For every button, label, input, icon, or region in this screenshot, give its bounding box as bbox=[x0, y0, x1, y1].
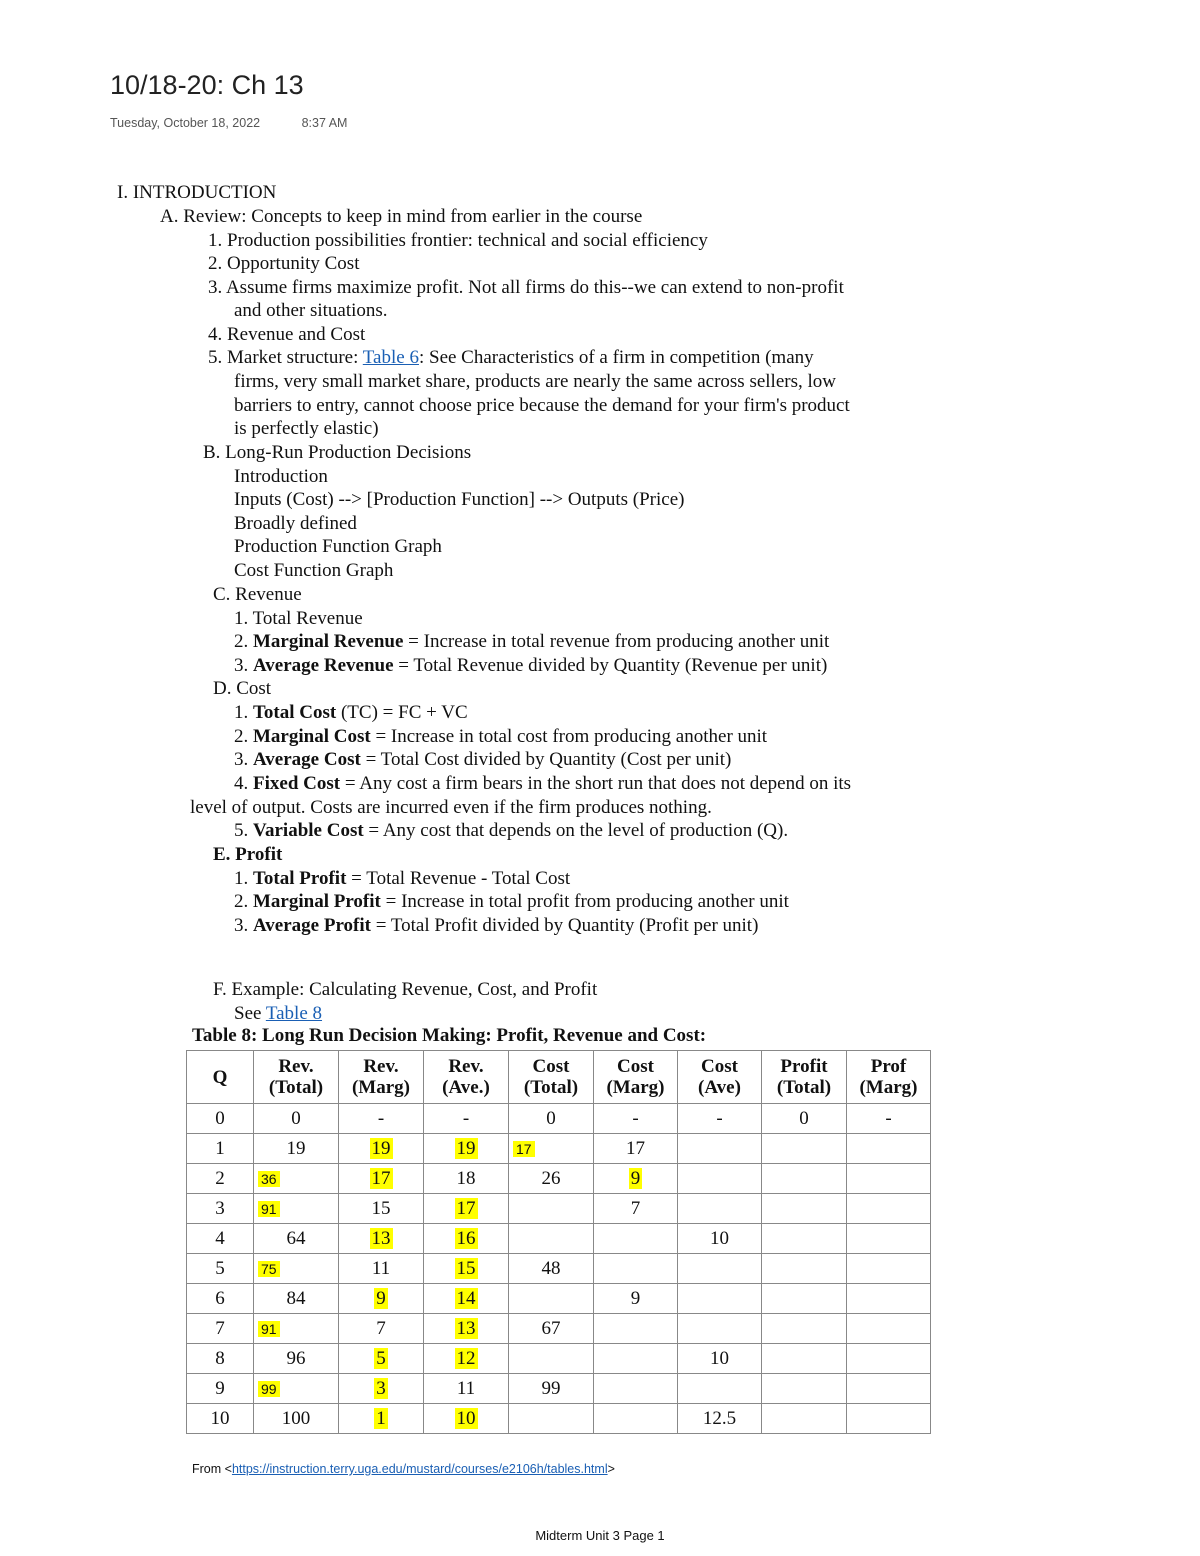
cell-value: 2 bbox=[215, 1167, 225, 1189]
column-header bbox=[424, 1051, 509, 1104]
term: Marginal Cost bbox=[253, 726, 371, 747]
outline-text: 2. bbox=[234, 726, 253, 747]
cell-value: 11 bbox=[456, 1377, 476, 1399]
outline-line: is perfectly elastic) bbox=[234, 418, 379, 439]
cell-value: 4 bbox=[215, 1227, 225, 1249]
table-cell bbox=[339, 1314, 424, 1344]
table-cell bbox=[424, 1374, 509, 1404]
cell-value: 17 bbox=[456, 1197, 476, 1219]
outline-line: Introduction bbox=[234, 466, 328, 487]
cell-value: 10 bbox=[210, 1407, 230, 1429]
outline-line: F. Example: Calculating Revenue, Cost, and Profit bbox=[213, 979, 598, 1000]
outline-line bbox=[234, 867, 570, 890]
table-cell bbox=[509, 1194, 594, 1224]
table-cell bbox=[509, 1164, 594, 1194]
cell-value: 0 bbox=[215, 1107, 225, 1129]
outline-line: Cost Function Graph bbox=[234, 560, 394, 581]
table-row bbox=[187, 1224, 931, 1254]
table-cell bbox=[509, 1284, 594, 1314]
table-cell bbox=[678, 1194, 762, 1224]
outline-line: firms, very small market share, products are nearly the same across sellers, low bbox=[234, 371, 836, 392]
cell-value: 26 bbox=[541, 1167, 561, 1189]
table-cell bbox=[339, 1344, 424, 1374]
column-header bbox=[847, 1051, 931, 1104]
cell-value: 91 bbox=[258, 1321, 280, 1337]
table-cell bbox=[594, 1104, 678, 1134]
table-cell bbox=[339, 1254, 424, 1284]
table-cell bbox=[339, 1404, 424, 1434]
table-cell bbox=[509, 1134, 594, 1164]
outline-line: Production Function Graph bbox=[234, 536, 442, 557]
cell-value: 0 bbox=[799, 1107, 809, 1129]
outline-line: 1. Production possibilities frontier: technical and social efficiency bbox=[208, 230, 708, 251]
column-header bbox=[509, 1051, 594, 1104]
cell-value: 9 bbox=[215, 1377, 225, 1399]
cell-value: 12.5 bbox=[702, 1407, 737, 1429]
cell-value: 11 bbox=[371, 1257, 391, 1279]
cell-value: 14 bbox=[456, 1287, 476, 1309]
table-cell bbox=[762, 1284, 847, 1314]
table-cell bbox=[594, 1254, 678, 1284]
table-cell bbox=[254, 1194, 339, 1224]
table-body bbox=[187, 1104, 931, 1434]
table-row bbox=[187, 1194, 931, 1224]
table-cell bbox=[509, 1104, 594, 1134]
cell-value: 10 bbox=[710, 1227, 729, 1249]
table-cell bbox=[594, 1344, 678, 1374]
table-cell bbox=[424, 1104, 509, 1134]
outline-text: = Any cost a firm bears in the short run that does not depend on its bbox=[340, 773, 852, 794]
page-footer: Midterm Unit 3 Page 1 bbox=[535, 1528, 665, 1543]
table-row bbox=[187, 1284, 931, 1314]
data-table bbox=[186, 1050, 931, 1434]
term: Average Revenue bbox=[253, 655, 394, 676]
outline-line: D. Cost bbox=[213, 678, 272, 699]
outline-line: E. Profit bbox=[213, 844, 283, 865]
header-line: (Marg) bbox=[606, 1077, 665, 1098]
outline-text: 3. bbox=[234, 915, 253, 936]
outline-line bbox=[234, 630, 829, 653]
cell-value: 67 bbox=[541, 1317, 561, 1339]
table-8-link[interactable]: Table 8 bbox=[265, 1003, 323, 1024]
source-line bbox=[192, 1462, 615, 1476]
cell-value: 19 bbox=[286, 1137, 306, 1159]
cell-value: 96 bbox=[286, 1347, 306, 1369]
table-cell bbox=[187, 1164, 254, 1194]
table-cell bbox=[762, 1314, 847, 1344]
table-row bbox=[187, 1374, 931, 1404]
table-cell bbox=[187, 1344, 254, 1374]
table-cell bbox=[847, 1314, 931, 1344]
table-cell bbox=[424, 1254, 509, 1284]
column-header bbox=[254, 1051, 339, 1104]
table-cell bbox=[847, 1374, 931, 1404]
outline-line: level of output. Costs are incurred even if the firm produces nothing. bbox=[190, 797, 712, 818]
table-cell bbox=[339, 1284, 424, 1314]
cell-value: 48 bbox=[541, 1257, 561, 1279]
column-header bbox=[187, 1051, 254, 1104]
header-line: (Ave.) bbox=[442, 1077, 490, 1098]
table-cell bbox=[509, 1374, 594, 1404]
table-cell bbox=[762, 1254, 847, 1284]
table-cell bbox=[424, 1314, 509, 1344]
table-cell bbox=[254, 1314, 339, 1344]
outline-text: (TC) = FC + VC bbox=[336, 702, 468, 723]
table-row bbox=[187, 1134, 931, 1164]
cell-value: 99 bbox=[541, 1377, 561, 1399]
table-cell bbox=[254, 1374, 339, 1404]
cell-value: 84 bbox=[286, 1287, 306, 1309]
term: Total Profit bbox=[253, 868, 347, 889]
cell-value: 5 bbox=[376, 1347, 386, 1369]
table-cell bbox=[847, 1164, 931, 1194]
source-link[interactable]: https://instruction.terry.uga.edu/mustard/courses/e2106h/tables.html bbox=[231, 1462, 608, 1476]
cell-value: 99 bbox=[258, 1381, 280, 1397]
outline-line: B. Long-Run Production Decisions bbox=[203, 442, 472, 463]
outline-line: 4. Revenue and Cost bbox=[208, 324, 366, 345]
table-row bbox=[187, 1404, 931, 1434]
table-cell bbox=[254, 1104, 339, 1134]
table-cell bbox=[339, 1164, 424, 1194]
outline-line bbox=[234, 654, 827, 677]
outline-text: 2. bbox=[234, 891, 253, 912]
header-line: Prof bbox=[870, 1056, 907, 1077]
table-cell bbox=[594, 1224, 678, 1254]
cell-value: 12 bbox=[456, 1347, 476, 1369]
header-line: Profit bbox=[780, 1056, 828, 1077]
table-cell bbox=[594, 1164, 678, 1194]
outline-line: 1. Total Revenue bbox=[234, 608, 363, 629]
outline-text: = Total Revenue divided by Quantity (Revenue per unit) bbox=[393, 655, 828, 676]
table-row bbox=[187, 1104, 931, 1134]
table-cell bbox=[762, 1224, 847, 1254]
table-caption: Table 8: Long Run Decision Making: Profit, Revenue and Cost: bbox=[192, 1025, 707, 1046]
outline-text: 1. bbox=[234, 702, 253, 723]
table-cell bbox=[847, 1194, 931, 1224]
column-header bbox=[762, 1051, 847, 1104]
header-line: Rev. bbox=[363, 1056, 399, 1077]
outline-text: 5. bbox=[234, 820, 253, 841]
outline-text: 1. bbox=[234, 868, 253, 889]
cell-value: 8 bbox=[215, 1347, 225, 1369]
term: Variable Cost bbox=[253, 820, 364, 841]
column-header bbox=[678, 1051, 762, 1104]
cell-value: 3 bbox=[376, 1377, 386, 1399]
cell-value: 10 bbox=[456, 1407, 476, 1429]
table-cell bbox=[762, 1134, 847, 1164]
table-cell bbox=[594, 1194, 678, 1224]
table-cell bbox=[187, 1374, 254, 1404]
term: Average Cost bbox=[253, 749, 361, 770]
table-cell bbox=[254, 1134, 339, 1164]
cell-value: 5 bbox=[215, 1257, 225, 1279]
outline-line: A. Review: Concepts to keep in mind from earlier in the course bbox=[160, 206, 643, 227]
table-cell bbox=[254, 1254, 339, 1284]
outline-line bbox=[208, 346, 814, 369]
term: Average Profit bbox=[253, 915, 371, 936]
outline-line bbox=[234, 914, 758, 937]
page-time: 8:37 AM bbox=[301, 116, 348, 130]
table-row bbox=[187, 1344, 931, 1374]
source-suffix: > bbox=[607, 1462, 615, 1476]
table-row bbox=[187, 1164, 931, 1194]
outline-line bbox=[234, 1002, 322, 1025]
header-line: (Ave) bbox=[698, 1077, 741, 1098]
cell-value: 6 bbox=[215, 1287, 225, 1309]
cell-value: 13 bbox=[456, 1317, 476, 1339]
cell-value: - bbox=[377, 1107, 385, 1129]
outline-line: C. Revenue bbox=[213, 584, 302, 605]
table-cell bbox=[509, 1344, 594, 1374]
cell-value: 100 bbox=[281, 1407, 311, 1429]
column-header bbox=[594, 1051, 678, 1104]
cell-value: 10 bbox=[710, 1347, 729, 1369]
outline-line: and other situations. bbox=[234, 300, 388, 321]
outline-text: 4. bbox=[234, 773, 253, 794]
table-cell bbox=[847, 1404, 931, 1434]
outline-line bbox=[234, 819, 788, 842]
cell-value: 7 bbox=[630, 1197, 641, 1219]
table-cell bbox=[509, 1254, 594, 1284]
table-cell bbox=[424, 1344, 509, 1374]
table-cell bbox=[187, 1194, 254, 1224]
term: Marginal Profit bbox=[253, 891, 381, 912]
header-line: (Total) bbox=[523, 1077, 579, 1098]
cell-value: 1 bbox=[215, 1137, 225, 1159]
header-line: (Total) bbox=[268, 1077, 324, 1098]
outline-text: = Increase in total revenue from producing another unit bbox=[403, 631, 830, 652]
table-cell bbox=[187, 1254, 254, 1284]
table-cell bbox=[254, 1224, 339, 1254]
table-cell bbox=[762, 1344, 847, 1374]
table-cell bbox=[424, 1224, 509, 1254]
table-cell bbox=[254, 1164, 339, 1194]
table-cell bbox=[847, 1104, 931, 1134]
cell-value: 9 bbox=[630, 1287, 641, 1309]
cell-value: 17 bbox=[371, 1167, 391, 1189]
table-cell bbox=[339, 1104, 424, 1134]
term: Marginal Revenue bbox=[253, 631, 404, 652]
table-cell bbox=[187, 1404, 254, 1434]
header-line: Cost bbox=[532, 1056, 570, 1077]
table-cell bbox=[678, 1404, 762, 1434]
cell-value: 36 bbox=[258, 1171, 280, 1187]
page-title: 10/18-20: Ch 13 bbox=[110, 70, 304, 100]
cell-value: 3 bbox=[215, 1197, 225, 1219]
outline-line bbox=[234, 725, 767, 748]
cell-value: 1 bbox=[376, 1407, 386, 1429]
cell-value: 17 bbox=[626, 1137, 645, 1159]
table-cell bbox=[187, 1224, 254, 1254]
table-cell bbox=[254, 1284, 339, 1314]
header-line: Rev. bbox=[448, 1056, 484, 1077]
table-cell bbox=[678, 1374, 762, 1404]
table-cell bbox=[847, 1344, 931, 1374]
table-cell bbox=[678, 1254, 762, 1284]
column-header bbox=[339, 1051, 424, 1104]
table-cell bbox=[594, 1374, 678, 1404]
table-cell bbox=[678, 1134, 762, 1164]
header-line: (Marg) bbox=[859, 1077, 918, 1098]
outline-text: 5. Market structure: bbox=[208, 347, 363, 368]
table-cell bbox=[424, 1134, 509, 1164]
table-cell bbox=[762, 1164, 847, 1194]
outline-line bbox=[234, 748, 731, 771]
term: Total Cost bbox=[253, 702, 337, 723]
cell-value: 19 bbox=[456, 1137, 476, 1159]
outline-line: 2. Opportunity Cost bbox=[208, 253, 360, 274]
source-prefix: From < bbox=[192, 1462, 232, 1476]
outline-text: 3. bbox=[234, 749, 253, 770]
cell-value: 91 bbox=[258, 1201, 280, 1217]
cell-value: 0 bbox=[546, 1107, 556, 1129]
cell-value: 9 bbox=[630, 1167, 641, 1189]
outline-text: = Total Revenue - Total Cost bbox=[346, 868, 571, 889]
page-date: Tuesday, October 18, 2022 bbox=[110, 116, 261, 130]
table-cell bbox=[594, 1284, 678, 1314]
outline-text: 2. bbox=[234, 631, 253, 652]
cell-value: 75 bbox=[258, 1261, 280, 1277]
table-cell bbox=[678, 1284, 762, 1314]
outline-line: barriers to entry, cannot choose price because the demand for your firm's product bbox=[234, 395, 850, 416]
header-line: (Total) bbox=[776, 1077, 832, 1098]
outline-line: Inputs (Cost) --> [Production Function] --> Outputs (Price) bbox=[234, 489, 685, 510]
cell-value: - bbox=[632, 1107, 639, 1129]
cell-value: - bbox=[885, 1107, 892, 1129]
page-meta bbox=[110, 116, 347, 130]
header-line: Cost bbox=[617, 1056, 654, 1077]
outline-text: : See Characteristics of a firm in competition (many bbox=[418, 347, 814, 368]
table-cell bbox=[424, 1284, 509, 1314]
cell-value: 0 bbox=[291, 1107, 301, 1129]
cell-value: 15 bbox=[456, 1257, 476, 1279]
outline-text: = Total Cost divided by Quantity (Cost per unit) bbox=[360, 749, 732, 770]
table-cell bbox=[847, 1224, 931, 1254]
table-cell bbox=[339, 1374, 424, 1404]
outline-text: = Increase in total profit from producing another unit bbox=[380, 891, 789, 912]
table-cell bbox=[424, 1404, 509, 1434]
cell-value: 18 bbox=[456, 1167, 476, 1189]
outline-text: = Increase in total cost from producing another unit bbox=[370, 726, 768, 747]
cell-value: 64 bbox=[286, 1227, 306, 1249]
table-cell bbox=[678, 1314, 762, 1344]
table-cell bbox=[254, 1404, 339, 1434]
table-cell bbox=[847, 1284, 931, 1314]
cell-value: - bbox=[716, 1107, 723, 1129]
table-cell bbox=[762, 1194, 847, 1224]
table-cell bbox=[678, 1164, 762, 1194]
outline-line bbox=[234, 890, 789, 913]
table-cell bbox=[509, 1314, 594, 1344]
header-line: Cost bbox=[701, 1056, 738, 1077]
table-cell bbox=[187, 1284, 254, 1314]
table-cell bbox=[762, 1374, 847, 1404]
table-row bbox=[187, 1314, 931, 1344]
table-6-link[interactable]: Table 6 bbox=[362, 347, 419, 368]
cell-value: 7 bbox=[376, 1317, 386, 1339]
table-cell bbox=[254, 1344, 339, 1374]
header-line: Rev. bbox=[278, 1056, 314, 1077]
header-line: Q bbox=[212, 1066, 228, 1088]
outline-line: 3. Assume firms maximize profit. Not all firms do this--we can extend to non-profit bbox=[208, 277, 844, 298]
outline-line bbox=[234, 701, 468, 724]
outline-text: See bbox=[234, 1003, 266, 1024]
table-cell bbox=[509, 1404, 594, 1434]
cell-value: 7 bbox=[215, 1317, 225, 1339]
header-line: (Marg) bbox=[351, 1077, 411, 1098]
table-cell bbox=[339, 1194, 424, 1224]
table-cell bbox=[678, 1104, 762, 1134]
table-cell bbox=[424, 1194, 509, 1224]
table-cell bbox=[678, 1344, 762, 1374]
table-cell bbox=[187, 1314, 254, 1344]
table-cell bbox=[594, 1404, 678, 1434]
term: Fixed Cost bbox=[253, 773, 341, 794]
cell-value: 15 bbox=[371, 1197, 391, 1219]
table-cell bbox=[594, 1314, 678, 1344]
table-cell bbox=[762, 1104, 847, 1134]
table-cell bbox=[187, 1134, 254, 1164]
outline-line bbox=[234, 772, 851, 795]
table-row bbox=[187, 1254, 931, 1284]
cell-value: - bbox=[462, 1107, 470, 1129]
table-cell bbox=[339, 1224, 424, 1254]
table-header-row bbox=[187, 1051, 931, 1104]
cell-value: 16 bbox=[456, 1227, 476, 1249]
table-cell bbox=[847, 1254, 931, 1284]
table-cell bbox=[339, 1134, 424, 1164]
table-cell bbox=[424, 1164, 509, 1194]
outline-line: I. INTRODUCTION bbox=[117, 182, 277, 203]
table-cell bbox=[509, 1224, 594, 1254]
cell-value: 9 bbox=[376, 1287, 386, 1309]
table-cell bbox=[678, 1224, 762, 1254]
cell-value: 19 bbox=[371, 1137, 391, 1159]
table-cell bbox=[847, 1134, 931, 1164]
cell-value: 17 bbox=[513, 1141, 535, 1157]
outline-text: 3. bbox=[234, 655, 253, 676]
table-cell bbox=[187, 1104, 254, 1134]
table-cell bbox=[594, 1134, 678, 1164]
outline-line: Broadly defined bbox=[234, 513, 357, 534]
cell-value: 13 bbox=[371, 1227, 391, 1249]
outline-text: = Any cost that depends on the level of production (Q). bbox=[363, 820, 789, 841]
table-cell bbox=[762, 1404, 847, 1434]
outline-text: = Total Profit divided by Quantity (Profit per unit) bbox=[371, 915, 759, 936]
